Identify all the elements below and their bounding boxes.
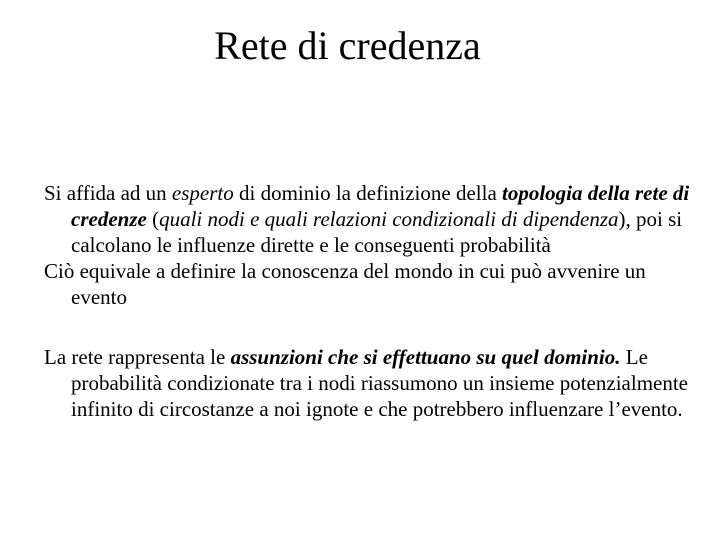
text-segment: di dominio la definizione della	[233, 181, 503, 205]
text-segment: ), poi si calcolano le influenze dirette e le conseguenti probabilità	[71, 207, 683, 257]
emphasis-dependencies: quali nodi e quali relazioni condizionali di dipendenza	[159, 207, 619, 231]
paragraph-knowledge	[44, 258, 704, 310]
paragraph-assumptions	[44, 344, 704, 422]
paragraph-spacer	[44, 310, 704, 344]
slide-title: Rete di credenza	[214, 23, 481, 68]
text-segment: La rete rappresenta le	[44, 345, 231, 369]
text-segment: Le probabilità condizionate tra i nodi riassumono un insieme potenzialmente infinito di circostanze a noi ignote e che potrebbero influenzare l’evento.	[71, 345, 688, 421]
emphasis-assumptions: assunzioni che si effettuano su quel dominio.	[230, 345, 621, 369]
text-segment: Ciò equivale a definire la conoscenza del mondo in cui può avvenire un evento	[44, 259, 646, 309]
text-segment: Si affida ad un	[44, 181, 172, 205]
paragraph-topology	[44, 180, 704, 258]
text-segment: (	[146, 207, 160, 231]
emphasis-topology: topologia della rete di credenze	[71, 181, 690, 231]
emphasis-expert: esperto	[171, 181, 234, 205]
slide-body	[44, 180, 704, 422]
